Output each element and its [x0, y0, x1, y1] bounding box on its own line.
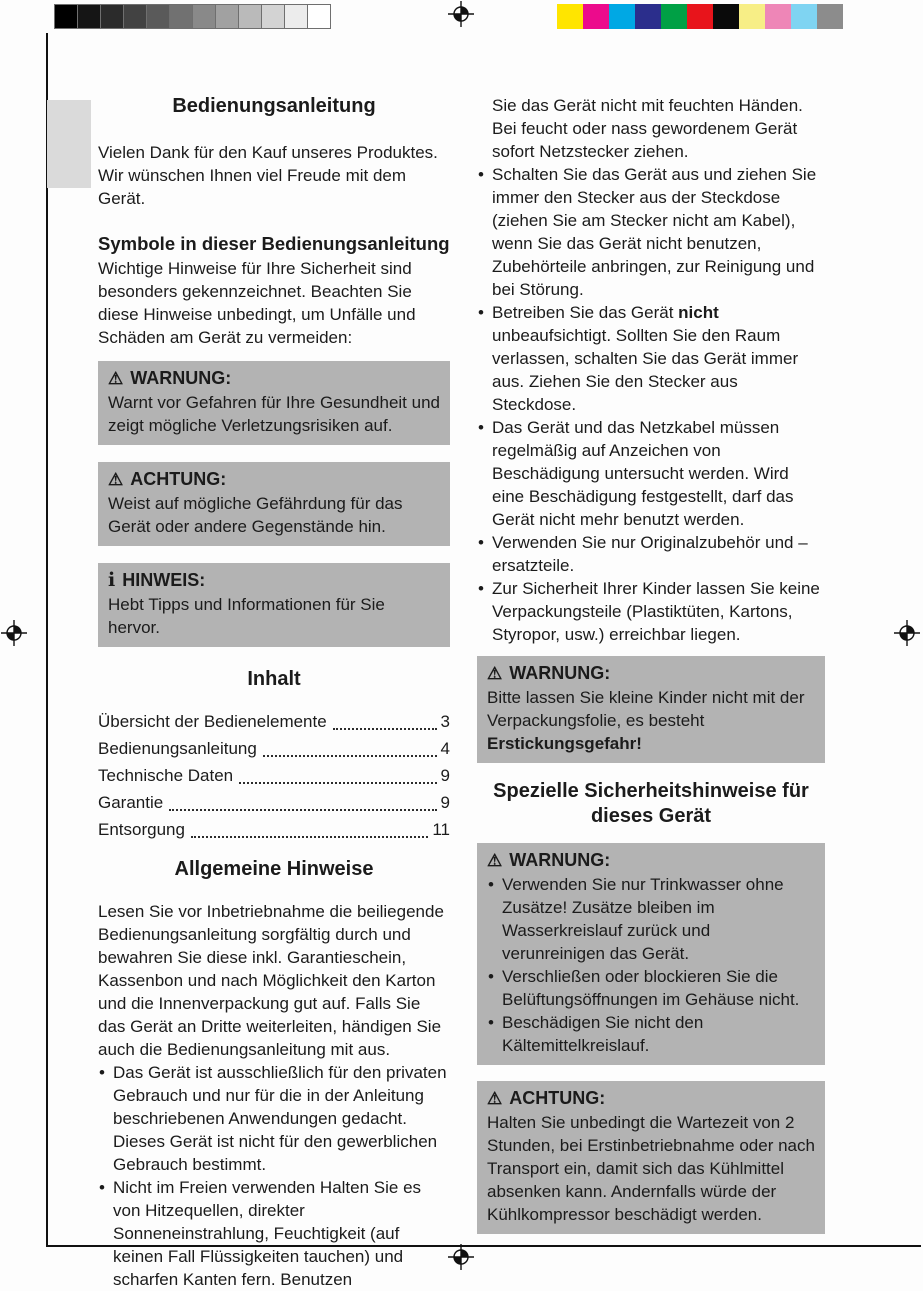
- gray-margin-tab: [47, 100, 91, 188]
- toc-item: [98, 735, 450, 762]
- bullet-text: Das Gerät und das Netzkabel müssen regelmäßig auf Anzeichen von Beschädigung untersucht werden. Wird eine Beschädigung festgestellt, darf das Gerät nicht mehr benutzt werden.: [492, 418, 794, 529]
- calibration-swatch: [146, 4, 170, 29]
- toc-label: Garantie: [98, 793, 164, 812]
- bullet-text: Das Gerät ist ausschließlich für den privaten Gebrauch und nur für die in der Anleitung beschriebenen Anwendungen gedacht. Dieses Gerät ist nicht für den gewerblichen Gebrauch bestimmt.: [113, 1063, 447, 1174]
- page-title: Bedienungsanleitung: [172, 95, 376, 117]
- bullet-item: [477, 163, 825, 301]
- calibration-swatch: [238, 4, 262, 29]
- warning-box: [98, 361, 450, 445]
- calibration-swatch: [791, 4, 817, 29]
- general-bullet-list: [98, 1061, 450, 1291]
- bullet-text-bold: nicht: [678, 303, 719, 322]
- calibration-swatch: [284, 4, 308, 29]
- packaging-warning-box-text: [487, 686, 815, 755]
- symbols-heading: Symbole in dieser Bedienungsanleitung: [98, 233, 450, 254]
- toc-label: Bedienungsanleitung: [98, 739, 257, 758]
- bullet-item: [477, 577, 825, 646]
- general-heading: Allgemeine Hinweise: [174, 858, 374, 880]
- calibration-swatch: [261, 4, 285, 29]
- special-warning-bullet-list: [487, 873, 815, 1057]
- calibration-swatch: [661, 4, 687, 29]
- bullet-item: [487, 873, 815, 965]
- caution-icon: ⚠: [487, 1089, 503, 1108]
- grayscale-calibration-bar: [55, 4, 331, 29]
- toc-leader: [239, 782, 436, 784]
- color-calibration-bar: [557, 4, 843, 29]
- calibration-swatch: [765, 4, 791, 29]
- toc-item: [98, 708, 450, 735]
- bullet-item: [98, 1061, 450, 1176]
- bullet-text: Verwenden Sie nur Originalzubehör und – ersatzteile.: [492, 533, 808, 575]
- bullet-item: [487, 965, 815, 1011]
- note-box: [98, 563, 450, 647]
- special-caution-box: [477, 1081, 825, 1234]
- toc-page: 4: [440, 739, 450, 758]
- bullet-item: [477, 301, 825, 416]
- bullet-text-post: unbeaufsichtigt. Sollten Sie den Raum verlassen, schalten Sie das Gerät immer aus. Ziehen Sie den Stecker aus Steckdose.: [492, 326, 799, 414]
- toc-heading: Inhalt: [247, 668, 301, 690]
- packaging-warning-text-bold: Erstickungsgefahr!: [487, 734, 642, 753]
- toc-label: Technische Daten: [98, 766, 234, 785]
- left-column: [98, 94, 450, 1291]
- toc-page: 3: [440, 712, 450, 731]
- note-box-title-text: HINWEIS:: [122, 570, 206, 590]
- toc-label: Übersicht der Bedienelemente: [98, 712, 327, 731]
- table-of-contents: [98, 708, 450, 843]
- special-warning-box: [477, 843, 825, 1065]
- caution-box: [98, 462, 450, 546]
- special-warning-title-text: WARNUNG:: [509, 850, 611, 870]
- registration-mark: [448, 1, 474, 27]
- general-intro-paragraph: Lesen Sie vor Inbetriebnahme die beiliegende Bedienungsanleitung sorgfältig durch und bewahren Sie diese inkl. Garantieschein, Kassenbon und nach Möglichkeit den Karton und die Innenverpackung gut auf. Falls Sie das Gerät an Dritte weiterleiten, händigen Sie auch die Bedienungsanleitung mit aus.: [98, 902, 444, 1059]
- registration-mark: [894, 620, 920, 646]
- bullet-item: [98, 1176, 450, 1291]
- warning-icon: ⚠: [108, 369, 124, 388]
- special-caution-title-text: ACHTUNG:: [509, 1088, 606, 1108]
- intro-paragraph: Vielen Dank für den Kauf unseres Produktes. Wir wünschen Ihnen viel Freude mit dem Gerät.: [98, 143, 438, 208]
- toc-leader: [263, 755, 437, 757]
- bullet-item: [477, 416, 825, 531]
- calibration-swatch: [100, 4, 124, 29]
- caution-box-text: Weist auf mögliche Gefährdung für das Gerät oder andere Gegenstände hin.: [108, 494, 403, 536]
- special-caution-box-title: [487, 1086, 815, 1111]
- calibration-swatch: [817, 4, 843, 29]
- note-box-title: [108, 568, 440, 593]
- toc-page: 11: [432, 820, 450, 839]
- calibration-swatch: [583, 4, 609, 29]
- calibration-swatch: [557, 4, 583, 29]
- symbols-intro-paragraph: Wichtige Hinweise für Ihre Sicherheit sind besonders gekennzeichnet. Beachten Sie diese Hinweise unbedingt, um Unfälle und Schäden am Gerät zu vermeiden:: [98, 259, 416, 347]
- right-column: [477, 94, 825, 1251]
- toc-leader: [169, 809, 436, 811]
- bullet-text: Beschädigen Sie nicht den Kältemittelkreislauf.: [502, 1013, 704, 1055]
- note-box-text: Hebt Tipps und Informationen für Sie hervor.: [108, 595, 385, 637]
- packaging-warning-title-text: WARNUNG:: [509, 663, 611, 683]
- calibration-swatch: [609, 4, 635, 29]
- warning-box-title-text: WARNUNG:: [130, 368, 232, 388]
- caution-icon: ⚠: [108, 470, 124, 489]
- calibration-swatch: [169, 4, 193, 29]
- crop-line-vertical: [46, 33, 48, 1245]
- caution-box-title: [108, 467, 440, 492]
- warning-box-title: [108, 366, 440, 391]
- registration-mark: [1, 620, 27, 646]
- continuation-paragraph: Sie das Gerät nicht mit feuchten Händen. Bei feucht oder nass gewordenem Gerät sofort Netzstecker ziehen.: [492, 96, 803, 161]
- special-caution-box-text: Halten Sie unbedingt die Wartezeit von 2 Stunden, bei Erstinbetriebnahme oder nach Transport ein, damit sich das Kühlmittel absenken kann. Andernfalls würde der Kühlkompressor beschädigt werden.: [487, 1113, 815, 1224]
- bullet-text: Verwenden Sie nur Trinkwasser ohne Zusätze! Zusätze bleiben im Wasserkreislauf zurück und verunreinigen das Gerät.: [502, 875, 784, 963]
- bullet-text: Nicht im Freien verwenden Halten Sie es von Hitzequellen, direkter Sonneneinstrahlung, Feuchtigkeit (auf keinen Fall Flüssigkeiten tauchen) und scharfen Kanten fern. Benutzen: [113, 1178, 422, 1289]
- calibration-swatch: [713, 4, 739, 29]
- toc-leader: [191, 836, 428, 838]
- info-icon: i: [108, 569, 116, 591]
- toc-leader: [333, 728, 437, 730]
- calibration-swatch: [192, 4, 216, 29]
- calibration-swatch: [687, 4, 713, 29]
- warning-icon: ⚠: [487, 851, 503, 870]
- packaging-warning-box: [477, 656, 825, 763]
- bullet-text: Zur Sicherheit Ihrer Kinder lassen Sie keine Verpackungsteile (Plastiktüten, Kartons, Styropor, usw.) erreichbar liegen.: [492, 579, 820, 644]
- safety-bullet-list: [477, 163, 825, 646]
- packaging-warning-text-pre: Bitte lassen Sie kleine Kinder nicht mit der Verpackungsfolie, es besteht: [487, 688, 805, 730]
- calibration-swatch: [123, 4, 147, 29]
- toc-page: 9: [440, 793, 450, 812]
- bullet-item: [477, 531, 825, 577]
- calibration-swatch: [635, 4, 661, 29]
- special-warning-box-title: [487, 848, 815, 873]
- calibration-swatch: [739, 4, 765, 29]
- warning-icon: ⚠: [487, 664, 503, 683]
- toc-item: [98, 816, 450, 843]
- packaging-warning-box-title: [487, 661, 815, 686]
- toc-item: [98, 762, 450, 789]
- bullet-item: [487, 1011, 815, 1057]
- bullet-text: Verschließen oder blockieren Sie die Belüftungsöffnungen im Gehäuse nicht.: [502, 967, 800, 1009]
- calibration-swatch: [54, 4, 78, 29]
- bullet-text-pre: Betreiben Sie das Gerät: [492, 303, 679, 322]
- calibration-swatch: [307, 4, 331, 29]
- special-heading: Spezielle Sicherheitshinweise für dieses Gerät: [493, 780, 809, 827]
- bullet-text: Schalten Sie das Gerät aus und ziehen Sie immer den Stecker aus der Steckdose (ziehen Sie am Stecker nicht am Kabel), wenn Sie das Gerät nicht benutzen, Zubehörteile anbringen, zur Reinigung und bei Störung.: [492, 165, 817, 299]
- warning-box-text: Warnt vor Gefahren für Ihre Gesundheit und zeigt mögliche Verletzungsrisiken auf.: [108, 393, 440, 435]
- registration-mark: [448, 1244, 474, 1270]
- caution-box-title-text: ACHTUNG:: [130, 469, 227, 489]
- toc-item: [98, 789, 450, 816]
- calibration-swatch: [77, 4, 101, 29]
- toc-label: Entsorgung: [98, 820, 185, 839]
- toc-page: 9: [440, 766, 450, 785]
- calibration-swatch: [215, 4, 239, 29]
